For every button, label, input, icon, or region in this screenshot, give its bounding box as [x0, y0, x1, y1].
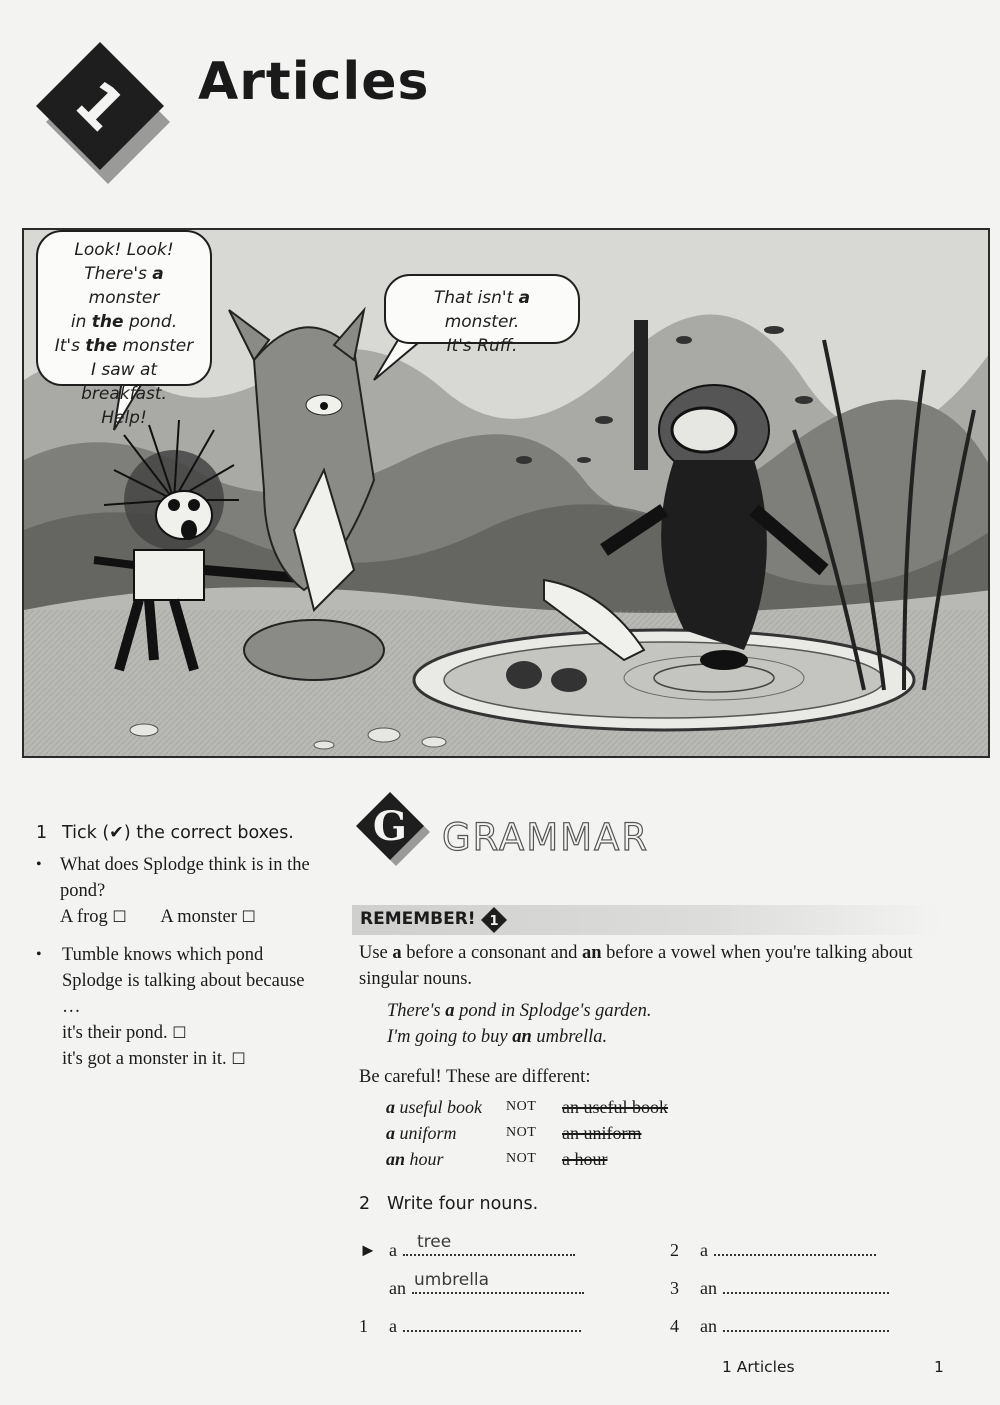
- bubble-line: Help!: [101, 408, 147, 428]
- svg-text:1: 1: [489, 914, 499, 929]
- bullet-icon: •: [36, 946, 42, 963]
- exercise-instruction: Tick (✔) the correct boxes.: [62, 823, 294, 843]
- handwritten-answer: umbrella: [414, 1270, 490, 1290]
- grammar-rule: [359, 940, 919, 1050]
- exercise-1: [36, 820, 336, 1072]
- option-row: [62, 1020, 312, 1046]
- careful-note: Be careful! These are different:: [359, 1067, 591, 1087]
- bubble-line: I saw at breakfast.: [81, 360, 167, 404]
- answer-field[interactable]: [714, 1238, 876, 1256]
- contrast-row: an hour NOT a hour: [386, 1149, 608, 1169]
- page-title: Articles: [198, 52, 430, 112]
- exercise-1-heading: [36, 820, 336, 846]
- exercise-number: 1: [36, 823, 48, 843]
- remember-label: REMEMBER!: [360, 909, 476, 929]
- checkbox-icon[interactable]: ☐: [112, 907, 127, 926]
- options: [60, 904, 336, 930]
- item-number: 3: [670, 1278, 679, 1298]
- bubble-line: Look! Look!: [74, 240, 174, 260]
- grammar-icon-letter: G: [372, 803, 408, 850]
- cartoon-illustration: [22, 228, 990, 758]
- example-answer-line: [359, 1232, 575, 1261]
- answer-line: [359, 1314, 581, 1337]
- handwritten-answer: tree: [417, 1232, 452, 1252]
- exercise-number: 2: [359, 1194, 371, 1214]
- unit-number: 1: [61, 67, 139, 145]
- remember-bar: [352, 905, 942, 935]
- question-2: [36, 942, 336, 1072]
- answer-line: [670, 1276, 889, 1299]
- grammar-g-icon: [354, 790, 434, 870]
- footer-chapter: 1 Articles: [722, 1358, 795, 1376]
- article: an: [700, 1278, 717, 1298]
- article: a: [700, 1240, 708, 1260]
- bubble-line: It's the monster: [54, 336, 194, 356]
- contrast-row: a uniform NOT an uniform: [386, 1123, 642, 1143]
- article: an: [700, 1316, 717, 1336]
- example-arrow-icon: ►: [359, 1240, 377, 1260]
- answer-field[interactable]: [723, 1276, 889, 1294]
- rule-text: Use a before a consonant and an before a vowel when you're talking about singular nouns.: [359, 943, 913, 989]
- answer-line: [670, 1238, 876, 1261]
- article: a: [389, 1316, 397, 1336]
- unit-number-badge: [28, 38, 178, 188]
- speech-bubble-tumble: [384, 274, 580, 356]
- question-text: Tumble knows which pond Splodge is talking about because …: [62, 945, 305, 1017]
- option-label: A frog: [59, 907, 108, 927]
- page-number: 1: [934, 1358, 944, 1376]
- answer-line: [670, 1314, 889, 1337]
- answer-field[interactable]: [723, 1314, 889, 1332]
- exercise-instruction: Write four nouns.: [387, 1194, 539, 1214]
- exercise-2-heading: [359, 1194, 538, 1214]
- bubble-line: in the pond.: [70, 312, 178, 332]
- bubble-line: That isn't a monster.: [433, 288, 531, 332]
- option-label: it's their pond.: [62, 1023, 168, 1043]
- speech-bubble-splodge: [36, 230, 212, 428]
- contrast-list: [386, 1094, 906, 1172]
- checkbox-icon[interactable]: ☐: [231, 1049, 246, 1068]
- answer-field[interactable]: [403, 1314, 581, 1332]
- example-answer-line: [359, 1270, 584, 1299]
- bubble-line: There's a monster: [84, 264, 164, 308]
- article: an: [389, 1278, 406, 1298]
- remember-number-icon: [480, 906, 508, 934]
- item-number: 2: [670, 1240, 679, 1260]
- answer-field[interactable]: [412, 1270, 584, 1294]
- question-1: [36, 852, 336, 930]
- contrast-row: a useful book NOT an useful book: [386, 1097, 668, 1117]
- option-row: [62, 1046, 312, 1072]
- option-label: A monster: [160, 907, 237, 927]
- bubble-line: It's Ruff.: [446, 336, 518, 356]
- item-number: 1: [359, 1316, 368, 1336]
- example-sentence: There's a pond in Splodge's garden.: [387, 1001, 652, 1021]
- checkbox-icon[interactable]: ☐: [172, 1023, 187, 1042]
- option-label: it's got a monster in it.: [62, 1049, 227, 1069]
- answer-field[interactable]: [403, 1232, 575, 1256]
- bullet-icon: •: [36, 856, 42, 873]
- grammar-heading: [354, 790, 954, 870]
- question-text: What does Splodge think is in the pond?: [59, 855, 310, 901]
- checkbox-icon[interactable]: ☐: [241, 907, 256, 926]
- article: a: [389, 1240, 397, 1260]
- example-sentence: I'm going to buy an umbrella.: [387, 1027, 608, 1047]
- item-number: 4: [670, 1316, 679, 1336]
- section-title: GRAMMAR: [442, 816, 650, 859]
